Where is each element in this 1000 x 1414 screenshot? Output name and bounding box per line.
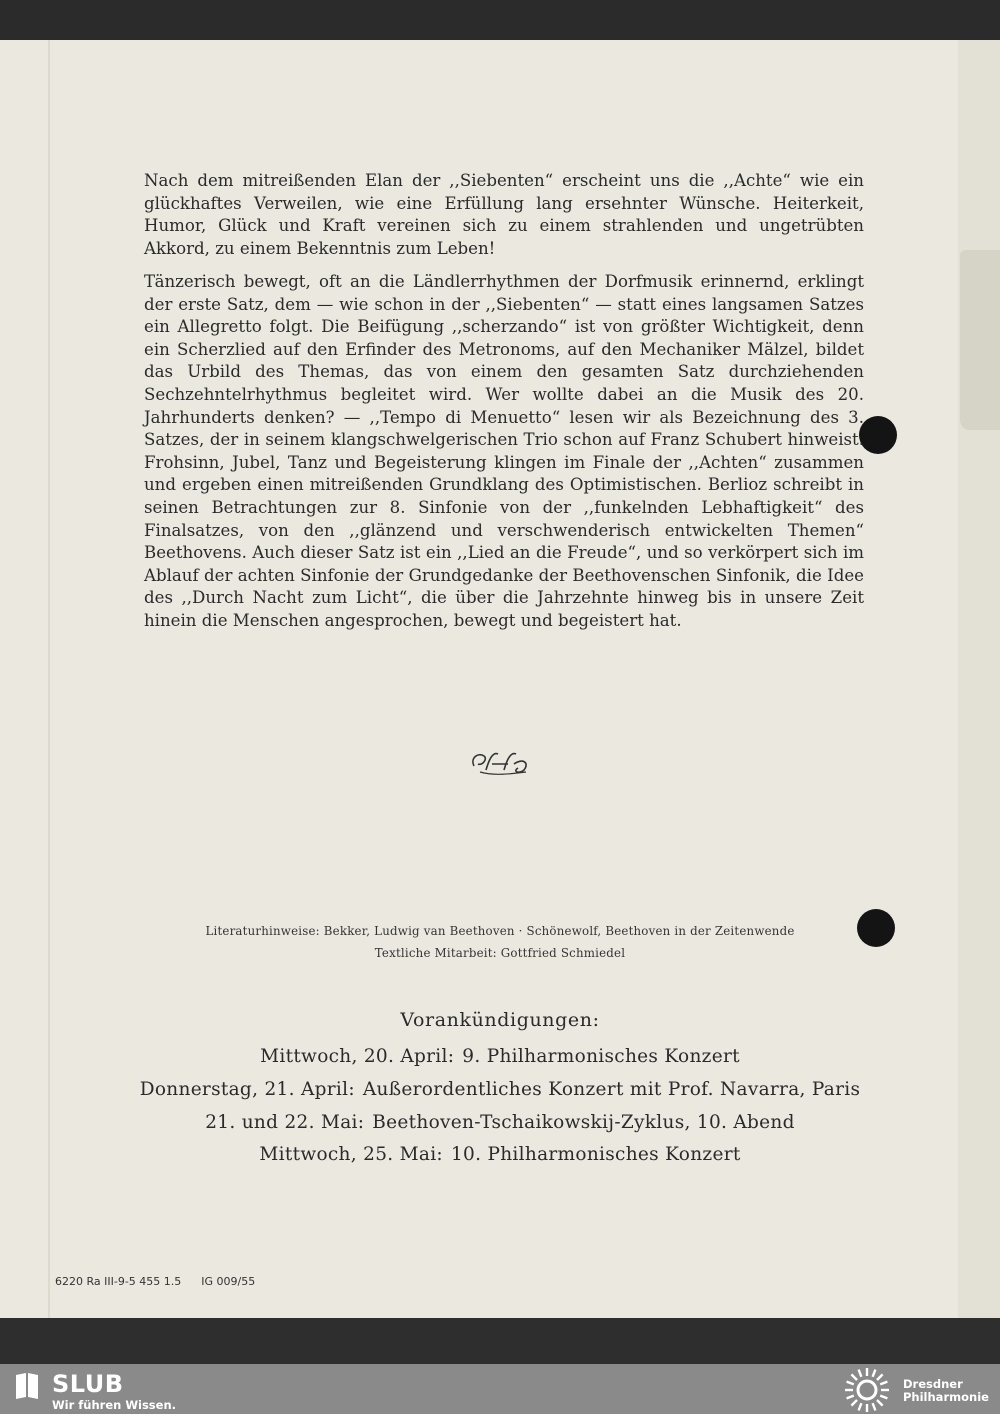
page-right-edge <box>958 40 1000 1318</box>
announcement-date: Mittwoch, 25. Mai: <box>259 1144 443 1165</box>
book-icon[interactable] <box>14 1371 40 1401</box>
paragraph-intro: Nach dem mitreißenden Elan der ,,Siebenten“ erscheint uns die ,,Achte“ wie ein glückhaftes Verweilen, wie eine Erfüllung lang ersehnter Wünsche. Heiterkeit, Humor, Glück und Kraft vereinen sich zu einem strahlenden und ungetrübten Akkord, zu einem Bekenntnis zum Leben! <box>144 171 864 258</box>
page-fold <box>48 40 50 1318</box>
announcement-event: 9. Philharmonisches Konzert <box>462 1046 740 1067</box>
sunburst-logo-icon[interactable] <box>843 1366 891 1414</box>
announcement-item <box>100 1112 900 1133</box>
print-code-right: IG 009/55 <box>201 1275 256 1288</box>
announcement-event: Außerordentliches Konzert mit Prof. Navarra, Paris <box>362 1079 861 1100</box>
punch-hole-upper <box>859 416 897 454</box>
announcement-event: 10. Philharmonisches Konzert <box>450 1144 741 1165</box>
monogram-ornament-icon <box>460 744 540 780</box>
paper-stain <box>960 250 1000 430</box>
slub-tagline: Wir führen Wissen. <box>52 1398 177 1412</box>
slub-logo-text[interactable]: SLUB <box>52 1370 124 1398</box>
footer-bar <box>0 1364 1000 1414</box>
announcement-event: Beethoven-Tschaikowskij-Zyklus, 10. Abend <box>372 1112 795 1133</box>
dresdner-philharmonie-logo-text[interactable] <box>903 1378 989 1404</box>
print-code-left: 6220 Ra III-9-5 455 1.5 <box>55 1275 182 1288</box>
announcement-item <box>100 1079 900 1100</box>
partner-line-2: Philharmonie <box>903 1390 989 1404</box>
punch-hole-lower <box>857 909 895 947</box>
announcement-date: 21. und 22. Mai: <box>205 1112 365 1133</box>
paragraph-main: Tänzerisch bewegt, oft an die Ländlerrhythmen der Dorfmusik erinnernd, erklingt der erste Satz, dem — wie schon in der ,,Siebenten“ — statt eines langsamen Satzes ein Allegretto folgt. Die Beifügung ,,scherzando“ ist von größter Wichtigkeit, denn ein Scherzlied auf den Erfinder des Metronoms, auf den Mechaniker Mälzel, bildet das Urbild des Themas, das von einem den gesamten Satz durchziehenden Sechzehntelrhythmus begleitet wird. Wer wollte dabei an die Musik des 20. Jahrhunderts denken? — ,,Tempo di Menuetto“ lesen wir als Bezeichnung des 3. Satzes, der in seinem klangschwelgerischen Trio schon auf Franz Schubert hinweist. Frohsinn, Jubel, Tanz und Begeisterung klingen im Finale der ,,Achten“ zusammen und ergeben einen mitreißenden Grundklang des Optimistischen. Berlioz schreibt in seinen Betrachtungen zur 8. Sinfonie von der ,,funkelnden Lebhaftigkeit“ des Finalsatzes, von den ,,glänzend und verschwenderisch entwickelten Themen“ Beethovens. Auch dieser Satz ist ein ,,Lied an die Freude“, und so verkörpert sich im Ablauf der achten Sinfonie der Grundgedanke der Beethovenschen Sinfonik, die Idee des ,,Durch Nacht zum Licht“, die über die Jahrzehnte hinweg bis in unsere Zeit hinein die Menschen angesprochen, bewegt und begeistert hat. <box>144 272 864 630</box>
scan-top-border <box>0 0 1000 40</box>
announcements-title: Vorankündigungen: <box>400 1009 600 1031</box>
partner-line-1: Dresdner <box>903 1377 963 1391</box>
announcement-date: Donnerstag, 21. April: <box>139 1079 355 1100</box>
literature-reference: Literaturhinweise: Bekker, Ludwig van Beethoven · Schönewolf, Beethoven in der Zeitenwende <box>205 924 795 938</box>
announcement-date: Mittwoch, 20. April: <box>260 1046 455 1067</box>
announcement-item <box>100 1144 900 1165</box>
print-code <box>55 1275 275 1288</box>
editorial-credit: Textliche Mitarbeit: Gottfried Schmiedel <box>374 946 626 960</box>
document-page <box>0 40 1000 1318</box>
announcement-item <box>100 1046 900 1067</box>
